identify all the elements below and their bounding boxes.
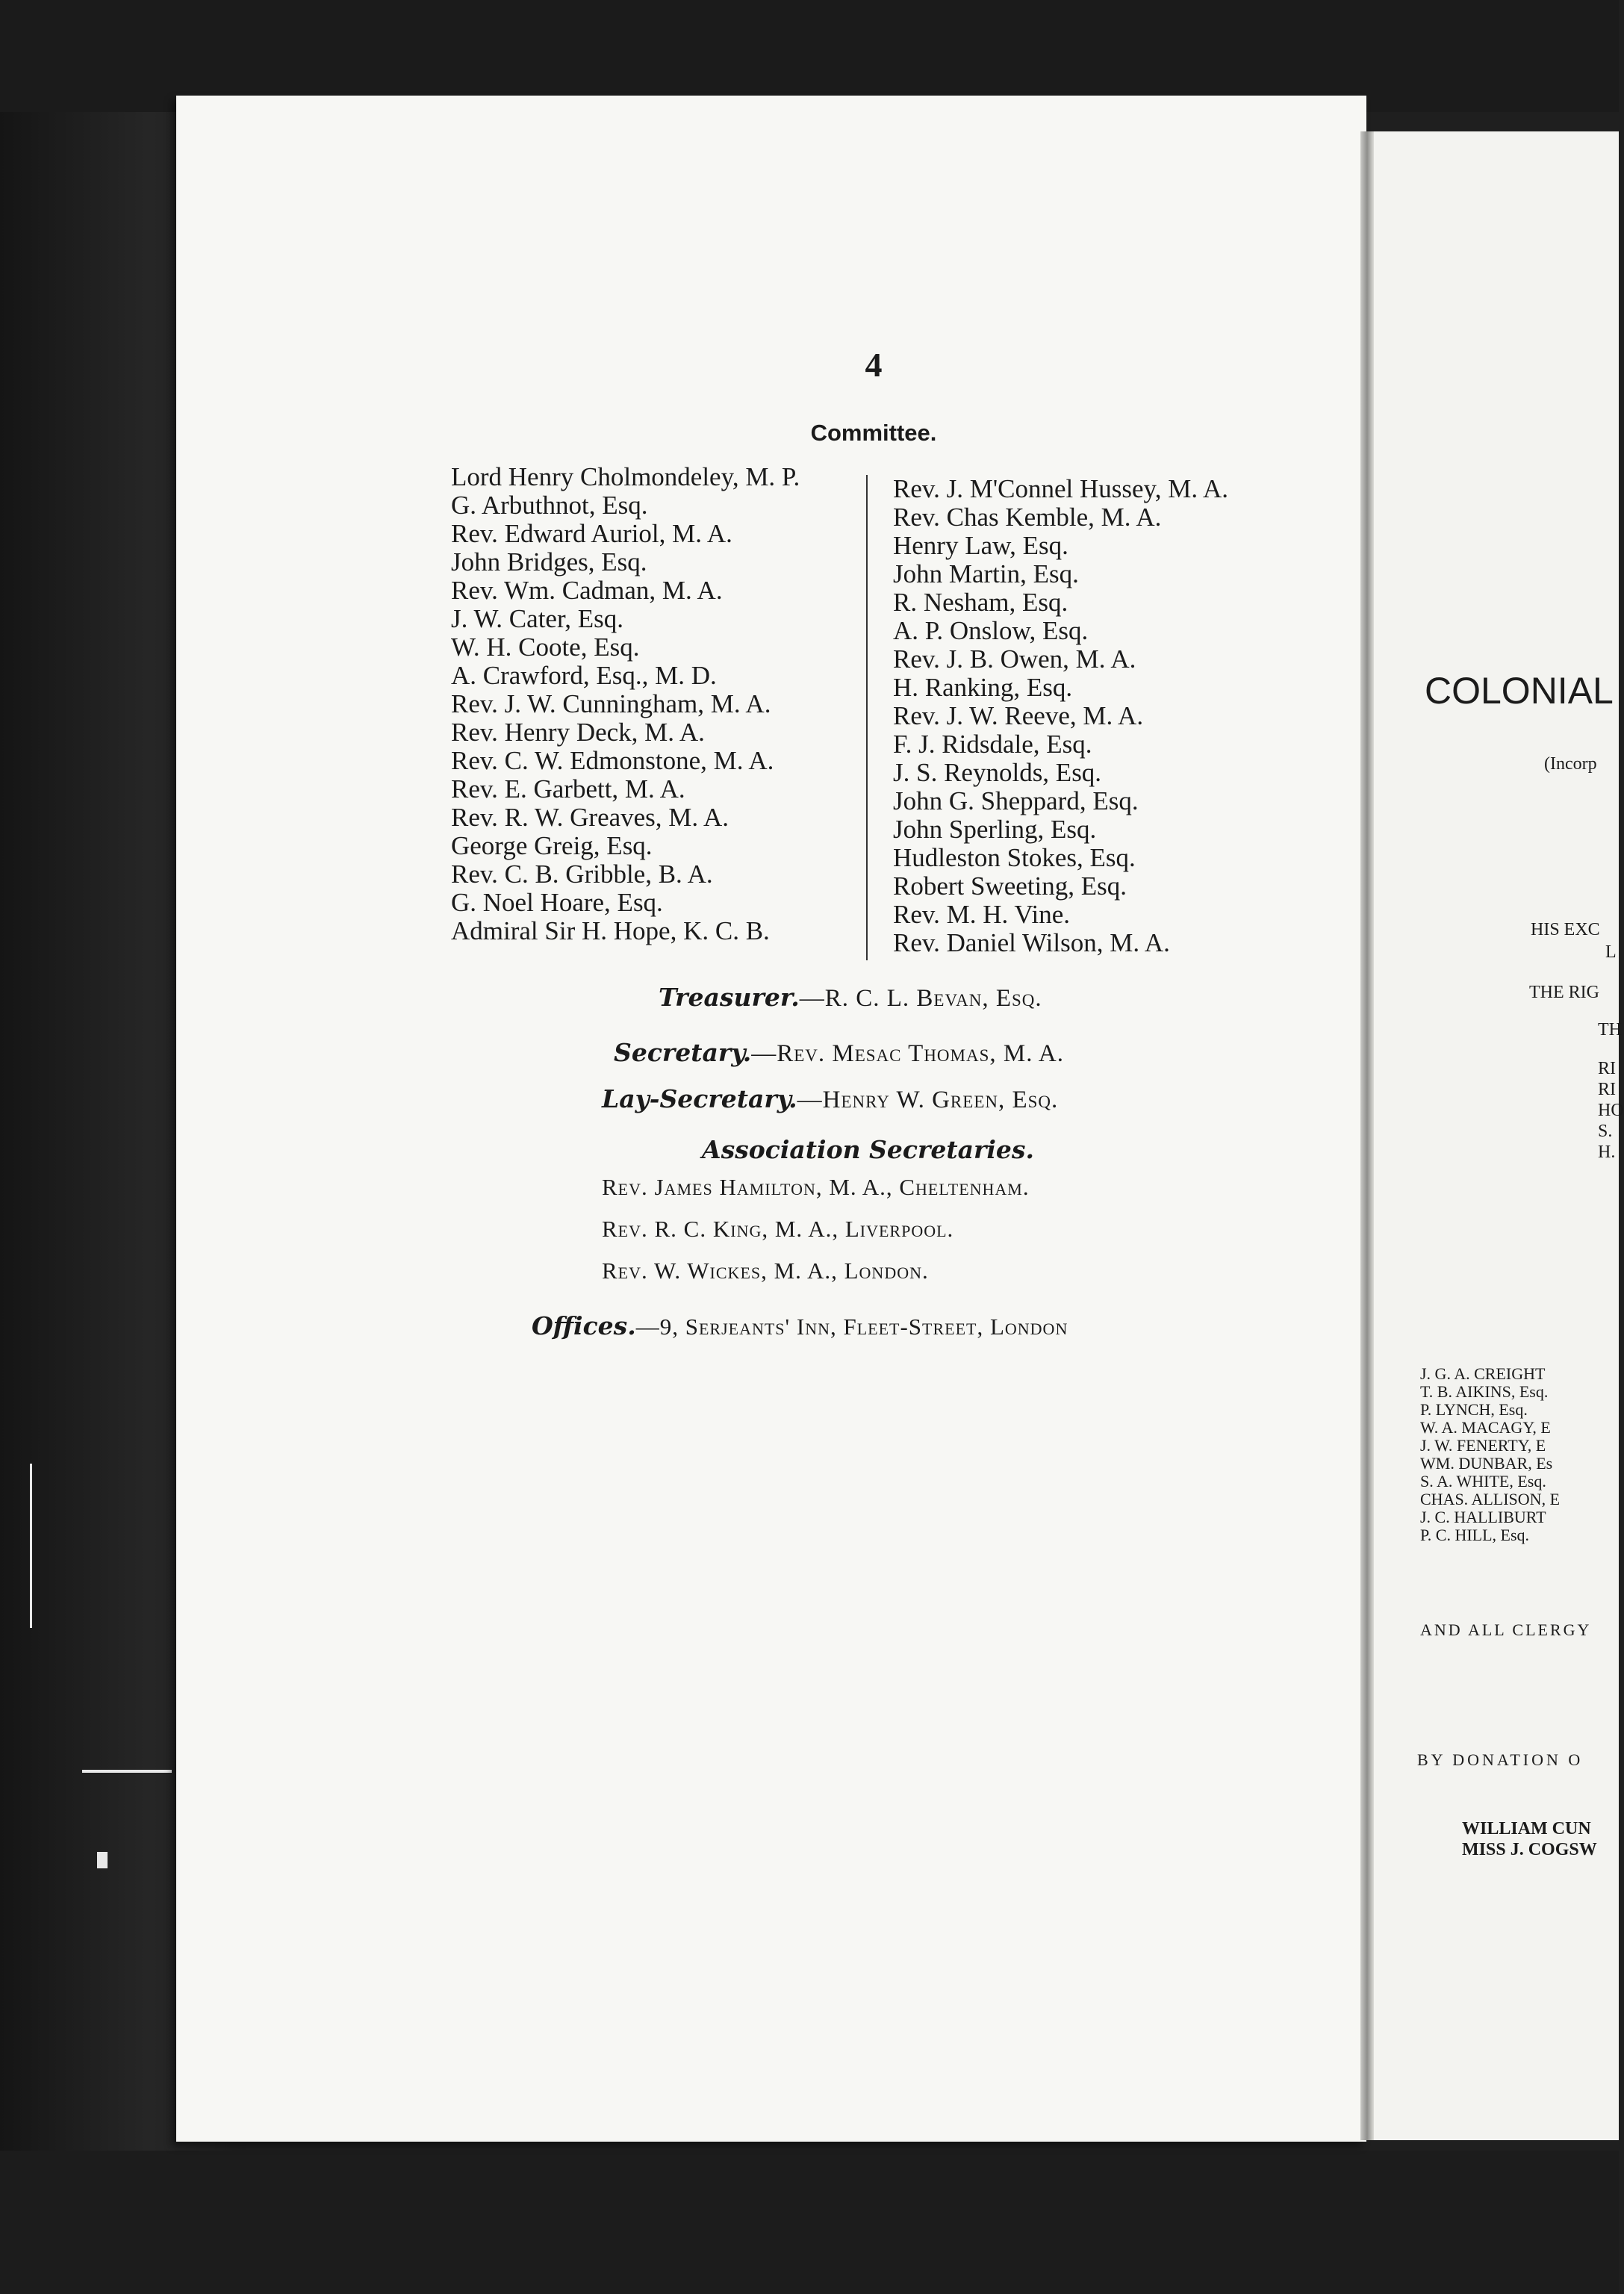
- committee-member: Robert Sweeting, Esq.: [893, 871, 1127, 901]
- offices-label: Offices.: [532, 1311, 636, 1340]
- scratch-mark: [82, 1770, 172, 1773]
- committee-member: Rev. E. Garbett, M. A.: [451, 774, 685, 803]
- page-number: 4: [865, 346, 883, 384]
- lay-secretary-line: [602, 1084, 1058, 1114]
- committee-member: Rev. Chas Kemble, M. A.: [893, 503, 1162, 532]
- committee-member: W. H. Coote, Esq.: [451, 632, 640, 662]
- committee-heading: Committee.: [810, 420, 937, 446]
- patron-line: THE RIG: [1529, 983, 1599, 1002]
- committee-member: Rev. J. W. Reeve, M. A.: [893, 701, 1144, 730]
- right-page-subtitle: (Incorp: [1544, 754, 1597, 774]
- donor-entry: MISS J. COGSW: [1462, 1840, 1597, 1859]
- committee-member: Rev. J. W. Cunningham, M. A.: [451, 689, 771, 718]
- donor-entry: WILLIAM CUN: [1462, 1819, 1591, 1838]
- committee-member: G. Noel Hoare, Esq.: [451, 888, 663, 917]
- committee-member: Rev. Henry Deck, M. A.: [451, 718, 705, 747]
- committee-member: Rev. R. W. Greaves, M. A.: [451, 803, 729, 832]
- committee-member: J. S. Reynolds, Esq.: [893, 758, 1102, 787]
- committee-member: A. Crawford, Esq., M. D.: [451, 661, 717, 690]
- treasurer-name: —R. C. L. Bevan, Esq.: [799, 985, 1042, 1012]
- committee-member: John Bridges, Esq.: [451, 547, 647, 576]
- secretary-label: Secretary.: [614, 1038, 752, 1067]
- committee-member: George Greig, Esq.: [451, 831, 653, 860]
- committee-member: Rev. J. B. Owen, M. A.: [893, 644, 1136, 674]
- name-entry: WM. DUNBAR, Es: [1420, 1454, 1553, 1473]
- association-secretary: Rev. James Hamilton, M. A., Cheltenham.: [602, 1174, 1030, 1200]
- column-divider: [866, 475, 868, 960]
- committee-member: Rev. J. M'Connel Hussey, M. A.: [893, 474, 1229, 503]
- name-entry: T. B. AIKINS, Esq.: [1420, 1382, 1549, 1401]
- name-entry: S. A. WHITE, Esq.: [1420, 1472, 1546, 1491]
- right-page-name-list: [1420, 1365, 1560, 1544]
- patron-line: L: [1605, 942, 1617, 962]
- association-secretary: Rev. W. Wickes, M. A., London.: [602, 1258, 929, 1284]
- name-entry: J. G. A. CREIGHT: [1420, 1364, 1546, 1383]
- committee-member: A. P. Onslow, Esq.: [893, 616, 1089, 645]
- committee-member: Rev. Daniel Wilson, M. A.: [893, 928, 1170, 957]
- committee-member: John Martin, Esq.: [893, 559, 1079, 588]
- committee-list-left: [451, 463, 800, 945]
- committee-member: R. Nesham, Esq.: [893, 588, 1068, 617]
- offices-line: [532, 1311, 1068, 1340]
- dark-background-bottom: [0, 2151, 1619, 2294]
- committee-member: Hudleston Stokes, Esq.: [893, 843, 1136, 872]
- committee-member: Rev. Wm. Cadman, M. A.: [451, 576, 723, 605]
- treasurer-label: Treasurer.: [659, 983, 800, 1012]
- committee-member: H. Ranking, Esq.: [893, 673, 1073, 702]
- committee-member: Rev. C. B. Gribble, B. A.: [451, 860, 713, 889]
- patron-line: S.: [1598, 1122, 1613, 1141]
- patron-line: HIS EXC: [1531, 920, 1600, 939]
- committee-member: Rev. M. H. Vine.: [893, 900, 1071, 929]
- committee-member: Henry Law, Esq.: [893, 531, 1068, 560]
- offices-address: —9, Serjeants' Inn, Fleet-Street, London: [635, 1314, 1068, 1340]
- secretary-line: [614, 1038, 1064, 1068]
- committee-list-right: [893, 475, 1228, 957]
- committee-member: G. Arbuthnot, Esq.: [451, 491, 648, 520]
- patron-line: RI: [1598, 1059, 1616, 1078]
- name-entry: P. LYNCH, Esq.: [1420, 1400, 1528, 1419]
- scratch-mark: [97, 1852, 108, 1868]
- clergy-line: AND ALL CLERGY: [1420, 1620, 1592, 1639]
- lay-secretary-label: Lay-Secretary.: [602, 1084, 797, 1113]
- lay-secretary-name: —Henry W. Green, Esq.: [797, 1087, 1059, 1113]
- committee-member: John Sperling, Esq.: [893, 815, 1097, 844]
- scratch-mark: [30, 1464, 32, 1628]
- patron-line: H.: [1598, 1143, 1616, 1162]
- association-secretaries-heading: Association Secretaries.: [702, 1135, 1034, 1164]
- patron-line: RI: [1598, 1080, 1616, 1099]
- name-entry: W. A. MACAGY, E: [1420, 1418, 1551, 1437]
- committee-member: Rev. C. W. Edmonstone, M. A.: [451, 746, 774, 775]
- committee-member: John G. Sheppard, Esq.: [893, 786, 1139, 815]
- committee-member: Rev. Edward Auriol, M. A.: [451, 519, 732, 548]
- committee-member: J. W. Cater, Esq.: [451, 604, 623, 633]
- book-gutter: [1360, 131, 1374, 2140]
- patron-line: HO: [1598, 1101, 1624, 1120]
- patron-line: TH: [1598, 1020, 1622, 1039]
- secretary-name: —Rev. Mesac Thomas, M. A.: [751, 1040, 1064, 1067]
- committee-member: Admiral Sir H. Hope, K. C. B.: [451, 916, 770, 945]
- committee-member: Lord Henry Cholmondeley, M. P.: [451, 462, 800, 491]
- committee-member: F. J. Ridsdale, Esq.: [893, 730, 1092, 759]
- name-entry: J. C. HALLIBURT: [1420, 1508, 1546, 1526]
- right-page-title: COLONIAL: [1425, 670, 1614, 712]
- left-page: [176, 96, 1366, 2142]
- donation-line: BY DONATION O: [1417, 1750, 1584, 1769]
- treasurer-line: [659, 983, 1042, 1013]
- name-entry: J. W. FENERTY, E: [1420, 1436, 1546, 1455]
- name-entry: CHAS. ALLISON, E: [1420, 1490, 1561, 1508]
- association-secretary: Rev. R. C. King, M. A., Liverpool.: [602, 1216, 954, 1242]
- name-entry: P. C. HILL, Esq.: [1420, 1526, 1530, 1544]
